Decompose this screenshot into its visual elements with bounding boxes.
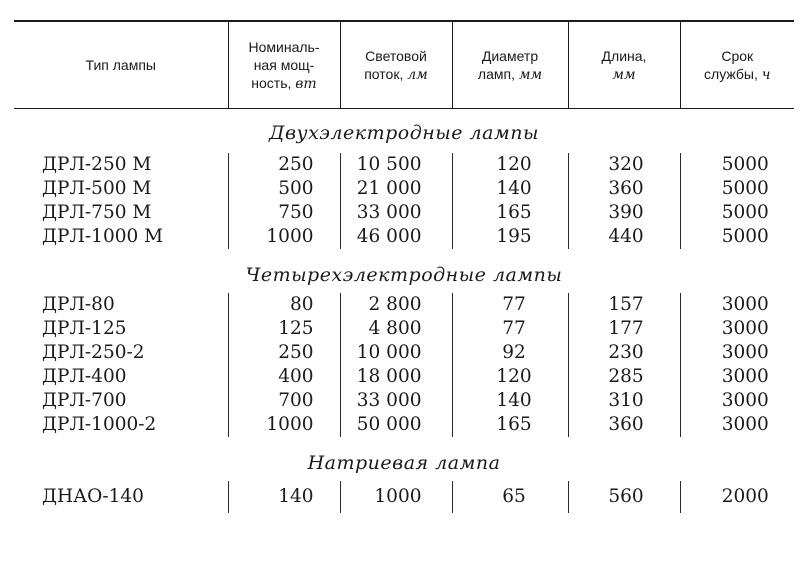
cell-length: 320 bbox=[568, 153, 680, 177]
cell-diameter: 120 bbox=[452, 153, 568, 177]
cell-type: ДНАО-140 bbox=[42, 486, 144, 507]
header-flux-line: Световой bbox=[365, 47, 427, 64]
cell-life: 3000 bbox=[680, 413, 794, 437]
cell-type: ДРЛ-750 М bbox=[42, 202, 152, 223]
header-type bbox=[14, 22, 228, 109]
table-row bbox=[14, 153, 794, 177]
cell-diameter: 120 bbox=[452, 365, 568, 389]
section-gap bbox=[14, 249, 794, 257]
cell-diameter: 140 bbox=[452, 177, 568, 201]
cell-life: 3000 bbox=[680, 293, 794, 317]
cell-type: ДРЛ-250-2 bbox=[42, 342, 145, 363]
section-heading-row bbox=[14, 109, 794, 154]
cell-diameter: 195 bbox=[452, 225, 568, 249]
table-row bbox=[14, 365, 794, 389]
cell-power: 500 bbox=[228, 177, 340, 201]
cell-type: ДРЛ-1000 М bbox=[42, 226, 164, 247]
cell-power: 140 bbox=[228, 481, 340, 513]
cell-type: ДРЛ-1000-2 bbox=[42, 414, 157, 435]
table-body bbox=[14, 109, 794, 514]
cell-power: 750 bbox=[228, 201, 340, 225]
cell-diameter: 92 bbox=[452, 341, 568, 365]
table-row bbox=[14, 481, 794, 513]
section-title: Натриевая лампа bbox=[307, 452, 501, 474]
cell-length: 230 bbox=[568, 341, 680, 365]
table-row bbox=[14, 201, 794, 225]
cell-diameter: 77 bbox=[452, 293, 568, 317]
header-flux-text: поток, bbox=[364, 65, 408, 82]
header-row bbox=[14, 22, 794, 109]
cell-diameter: 140 bbox=[452, 389, 568, 413]
cell-flux: 18 000 bbox=[340, 365, 452, 389]
section-heading-row bbox=[14, 445, 794, 481]
lamp-spec-document bbox=[14, 20, 794, 513]
cell-flux: 4 800 bbox=[340, 317, 452, 341]
header-diameter-unit: мм bbox=[518, 66, 543, 83]
cell-flux: 2 800 bbox=[340, 293, 452, 317]
header-life bbox=[680, 22, 794, 109]
cell-length: 285 bbox=[568, 365, 680, 389]
cell-diameter: 165 bbox=[452, 201, 568, 225]
cell-length: 177 bbox=[568, 317, 680, 341]
cell-life: 5000 bbox=[680, 201, 794, 225]
header-flux-line bbox=[345, 65, 448, 84]
header-power-line bbox=[233, 74, 336, 93]
header-power-line: Номиналь- bbox=[248, 38, 320, 55]
header-life-unit: ч bbox=[761, 66, 771, 83]
section-gap-cell bbox=[14, 437, 794, 445]
cell-life: 5000 bbox=[680, 177, 794, 201]
section-title: Четырехэлектродные лампы bbox=[245, 264, 563, 286]
header-power-line: ная мощ- bbox=[253, 56, 315, 73]
table-row bbox=[14, 341, 794, 365]
cell-diameter: 65 bbox=[452, 481, 568, 513]
header-diameter-line bbox=[457, 65, 564, 84]
header-diameter-line: Диаметр bbox=[481, 47, 539, 64]
cell-type: ДРЛ-500 М bbox=[42, 178, 152, 199]
cell-type: ДРЛ-80 bbox=[42, 294, 115, 315]
cell-length: 440 bbox=[568, 225, 680, 249]
cell-power: 250 bbox=[228, 153, 340, 177]
cell-diameter: 165 bbox=[452, 413, 568, 437]
cell-life: 3000 bbox=[680, 365, 794, 389]
table-row bbox=[14, 317, 794, 341]
cell-length: 390 bbox=[568, 201, 680, 225]
section-title: Двухэлектродные лампы bbox=[269, 122, 539, 144]
header-length bbox=[568, 22, 680, 109]
cell-length: 560 bbox=[568, 481, 680, 513]
cell-type: ДРЛ-700 bbox=[42, 390, 127, 411]
table-row bbox=[14, 293, 794, 317]
header-length-line bbox=[573, 65, 676, 84]
header-power-text: ность, bbox=[251, 74, 296, 91]
cell-length: 360 bbox=[568, 413, 680, 437]
header-power bbox=[228, 22, 340, 109]
cell-power: 125 bbox=[228, 317, 340, 341]
header-diameter bbox=[452, 22, 568, 109]
header-power-unit: вт bbox=[295, 75, 317, 92]
header-life-text: службы, bbox=[704, 65, 762, 82]
cell-flux: 1000 bbox=[340, 481, 452, 513]
cell-life: 5000 bbox=[680, 153, 794, 177]
section-gap-cell bbox=[14, 249, 794, 257]
table-row bbox=[14, 413, 794, 437]
cell-life: 3000 bbox=[680, 389, 794, 413]
cell-type: ДРЛ-400 bbox=[42, 366, 127, 387]
table-row bbox=[14, 177, 794, 201]
cell-life: 2000 bbox=[680, 481, 794, 513]
header-diameter-text: ламп, bbox=[477, 65, 519, 82]
cell-power: 250 bbox=[228, 341, 340, 365]
cell-flux: 10 000 bbox=[340, 341, 452, 365]
cell-flux: 33 000 bbox=[340, 389, 452, 413]
section-heading-row bbox=[14, 257, 794, 293]
header-life-line: Срок bbox=[721, 47, 754, 64]
cell-power: 1000 bbox=[228, 225, 340, 249]
cell-flux: 21 000 bbox=[340, 177, 452, 201]
cell-life: 3000 bbox=[680, 317, 794, 341]
cell-power: 1000 bbox=[228, 413, 340, 437]
cell-flux: 50 000 bbox=[340, 413, 452, 437]
cell-diameter: 77 bbox=[452, 317, 568, 341]
lamp-spec-table bbox=[14, 20, 794, 513]
section-gap bbox=[14, 437, 794, 445]
header-life-line bbox=[685, 65, 791, 84]
header-flux bbox=[340, 22, 452, 109]
cell-length: 310 bbox=[568, 389, 680, 413]
cell-flux: 33 000 bbox=[340, 201, 452, 225]
header-length-unit: мм bbox=[612, 66, 636, 83]
cell-length: 360 bbox=[568, 177, 680, 201]
cell-power: 400 bbox=[228, 365, 340, 389]
header-flux-unit: лм bbox=[407, 66, 428, 83]
cell-type: ДРЛ-250 М bbox=[42, 154, 152, 175]
cell-type: ДРЛ-125 bbox=[42, 318, 127, 339]
cell-flux: 10 500 bbox=[340, 153, 452, 177]
header-type-line: Тип лампы bbox=[85, 57, 156, 73]
cell-power: 80 bbox=[228, 293, 340, 317]
table-row bbox=[14, 225, 794, 249]
cell-length: 157 bbox=[568, 293, 680, 317]
cell-flux: 46 000 bbox=[340, 225, 452, 249]
table-row bbox=[14, 389, 794, 413]
header-length-line: Длина, bbox=[601, 47, 647, 64]
cell-life: 5000 bbox=[680, 225, 794, 249]
cell-life: 3000 bbox=[680, 341, 794, 365]
cell-power: 700 bbox=[228, 389, 340, 413]
